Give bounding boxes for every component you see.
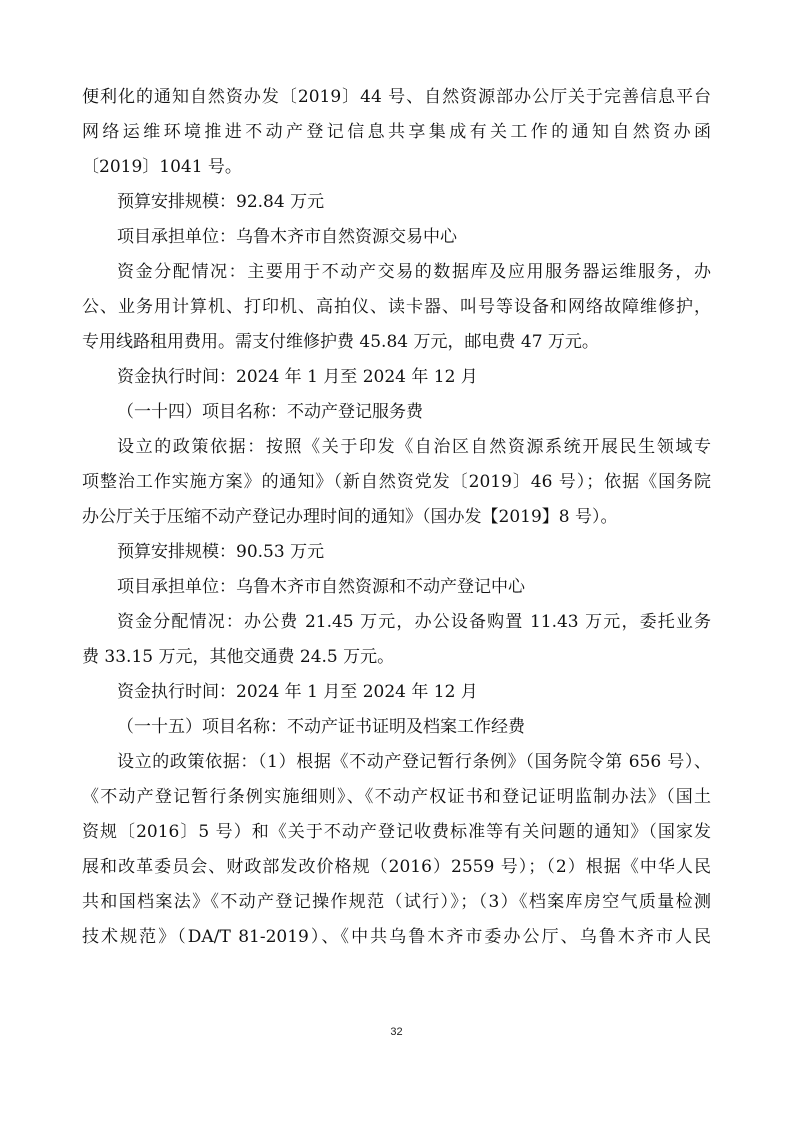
policy-basis-line-1: 设立的政策依据：按照《关于印发《自治区自然资源系统开展民生领域专 (117, 437, 711, 457)
project-unit-line-2: 项目承担单位：乌鲁木齐市自然资源和不动产登记中心 (117, 577, 525, 597)
fund-allocation-line-3: 专用线路租用费用。需支付维修护费 45.84 万元，邮电费 47 万元。 (82, 332, 599, 352)
section-heading-15: （一十五）项目名称：不动产证书证明及档案工作经费 (117, 717, 525, 737)
policy-basis-line-7: 展和改革委员会、财政部发改价格规（2016）2559 号）；（2）根据《中华人民 (82, 857, 711, 877)
policy-basis-line-2: 项整治工作实施方案》的通知》（新自然资党发〔2019〕46 号）；依据《国务院 (82, 472, 711, 492)
policy-basis-line-3: 办公厅关于压缩不动产登记办理时间的通知》（国办发【2019】8 号）。 (82, 507, 618, 527)
budget-scale-line: 预算安排规模：92.84 万元 (117, 192, 325, 212)
budget-scale-line-2: 预算安排规模：90.53 万元 (117, 542, 325, 562)
policy-basis-line-9: 技术规范》（DA/T 81-2019）、《中共乌鲁木齐市委办公厅、乌鲁木齐市人民 (82, 927, 711, 947)
fund-allocation-line-4: 资金分配情况：办公费 21.45 万元，办公设备购置 11.43 万元，委托业务 (117, 612, 711, 632)
body-line-1: 便利化的通知自然资办发〔2019〕44 号、自然资源部办公厅关于完善信息平台 (82, 87, 711, 107)
execution-time-line: 资金执行时间：2024 年 1 月至 2024 年 12 月 (117, 367, 478, 387)
policy-basis-line-4: 设立的政策依据：（1）根据《不动产登记暂行条例》（国务院令第 656 号）、 (117, 752, 711, 772)
project-unit-line: 项目承担单位：乌鲁木齐市自然资源交易中心 (117, 227, 457, 247)
fund-allocation-line-1: 资金分配情况：主要用于不动产交易的数据库及应用服务器运维服务，办 (117, 262, 711, 282)
policy-basis-line-5: 《不动产登记暂行条例实施细则》、《不动产权证书和登记证明监制办法》（国土 (82, 787, 711, 807)
section-heading-14: （一十四）项目名称：不动产登记服务费 (117, 402, 423, 422)
policy-basis-line-6: 资规〔2016〕5 号）和《关于不动产登记收费标准等有关问题的通知》（国家发 (82, 822, 711, 842)
page-number: 32 (390, 1026, 403, 1038)
body-line-2: 网络运维环境推进不动产登记信息共享集成有关工作的通知自然资办函 (82, 122, 711, 142)
body-line-3: 〔2019〕1041 号。 (82, 157, 242, 177)
execution-time-line-2: 资金执行时间：2024 年 1 月至 2024 年 12 月 (117, 682, 478, 702)
fund-allocation-line-5: 费 33.15 万元，其他交通费 24.5 万元。 (82, 647, 395, 667)
policy-basis-line-8: 共和国档案法》《不动产登记操作规范（试行）》；（3）《档案库房空气质量检测 (82, 892, 711, 912)
fund-allocation-line-2: 公、业务用计算机、打印机、高拍仪、读卡器、叫号等设备和网络故障维修护， (82, 297, 711, 317)
